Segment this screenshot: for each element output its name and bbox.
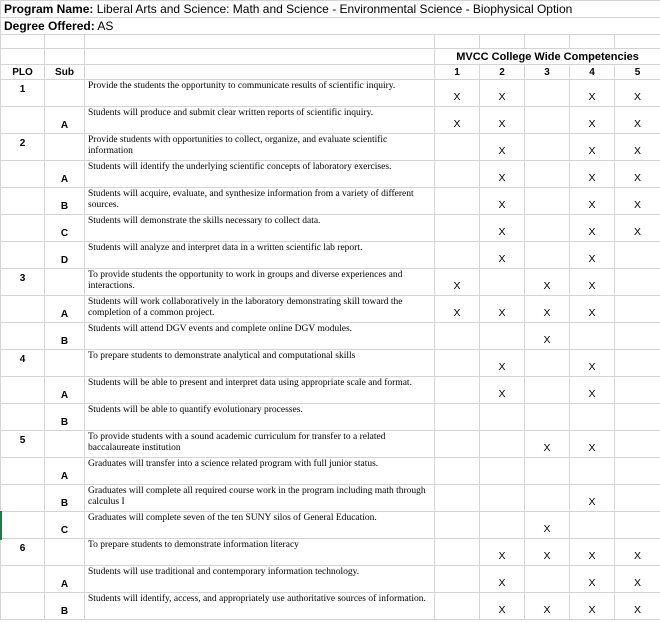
plo-header[interactable]: PLO bbox=[1, 65, 45, 80]
competency-3-mark[interactable]: X bbox=[525, 323, 570, 350]
outcome-description[interactable]: Provide the students the opportunity to communicate results of scientific inquiry. bbox=[85, 80, 435, 107]
blank-row bbox=[1, 35, 660, 49]
competency-1-mark[interactable] bbox=[435, 323, 480, 350]
competency-5-mark[interactable] bbox=[615, 269, 660, 296]
table-row bbox=[1, 458, 660, 485]
competency-3-mark[interactable]: X bbox=[525, 296, 570, 323]
competency-2-mark[interactable]: X bbox=[480, 377, 525, 404]
competency-title-row bbox=[1, 49, 660, 65]
competency-2-mark[interactable]: X bbox=[480, 215, 525, 242]
competency-3-mark[interactable] bbox=[525, 404, 570, 431]
competency-5-mark[interactable]: X bbox=[615, 188, 660, 215]
competency-5-mark[interactable]: X bbox=[615, 161, 660, 188]
sub-cell[interactable]: C bbox=[45, 512, 85, 539]
competency-3-mark[interactable] bbox=[525, 107, 570, 134]
competency-5-mark[interactable] bbox=[615, 458, 660, 485]
sub-cell[interactable]: D bbox=[45, 242, 85, 269]
plo-cell[interactable] bbox=[1, 188, 45, 215]
competency-4-mark[interactable]: X bbox=[570, 188, 615, 215]
outcome-description[interactable]: Students will acquire, evaluate, and synthesize information from a variety of different sources. bbox=[85, 188, 435, 215]
table-row bbox=[1, 404, 660, 431]
competency-5-mark[interactable] bbox=[615, 485, 660, 512]
table-row bbox=[1, 323, 660, 350]
sub-cell[interactable] bbox=[45, 134, 85, 161]
sub-cell[interactable] bbox=[45, 539, 85, 566]
plo-cell[interactable] bbox=[1, 323, 45, 350]
competency-1-mark[interactable] bbox=[435, 458, 480, 485]
competency-5-mark[interactable] bbox=[615, 323, 660, 350]
competency-3-mark[interactable] bbox=[525, 161, 570, 188]
outcome-description[interactable]: To prepare students to demonstrate analytical and computational skills bbox=[85, 350, 435, 377]
competency-4-mark[interactable]: X bbox=[570, 161, 615, 188]
competency-3-mark[interactable]: X bbox=[525, 269, 570, 296]
competency-4-mark[interactable]: X bbox=[570, 134, 615, 161]
plo-cell[interactable] bbox=[1, 242, 45, 269]
table-row bbox=[1, 512, 660, 539]
competency-2-mark[interactable] bbox=[480, 404, 525, 431]
competency-1-mark[interactable]: X bbox=[435, 107, 480, 134]
competency-5-mark[interactable]: X bbox=[615, 107, 660, 134]
sub-cell[interactable] bbox=[45, 431, 85, 458]
competency-4-mark[interactable]: X bbox=[570, 593, 615, 620]
column-header-row bbox=[1, 65, 660, 80]
sub-cell[interactable]: B bbox=[45, 404, 85, 431]
plo-cell[interactable]: 2 bbox=[1, 134, 45, 161]
plo-cell[interactable]: 5 bbox=[1, 431, 45, 458]
competency-5-mark[interactable] bbox=[615, 296, 660, 323]
outcome-description[interactable]: Students will identify, access, and appropriately use authoritative sources of information. bbox=[85, 593, 435, 620]
competency-4-mark[interactable]: X bbox=[570, 242, 615, 269]
plo-cell[interactable] bbox=[1, 161, 45, 188]
table-row bbox=[1, 377, 660, 404]
competency-3-mark[interactable] bbox=[525, 458, 570, 485]
sub-cell[interactable]: A bbox=[45, 296, 85, 323]
competency-4-mark[interactable]: X bbox=[570, 296, 615, 323]
competency-1-mark[interactable] bbox=[435, 161, 480, 188]
competency-3-mark[interactable] bbox=[525, 377, 570, 404]
plo-cell[interactable]: 4 bbox=[1, 350, 45, 377]
competency-1-mark[interactable]: X bbox=[435, 269, 480, 296]
program-cell[interactable] bbox=[1, 1, 660, 18]
competency-1-mark[interactable] bbox=[435, 242, 480, 269]
competency-3-mark[interactable] bbox=[525, 242, 570, 269]
sub-cell[interactable]: B bbox=[45, 593, 85, 620]
competency-5-mark[interactable] bbox=[615, 431, 660, 458]
competency-3-mark[interactable] bbox=[525, 188, 570, 215]
competency-1-mark[interactable] bbox=[435, 377, 480, 404]
sub-cell[interactable]: B bbox=[45, 485, 85, 512]
plo-cell[interactable]: 1 bbox=[1, 80, 45, 107]
program-label: Program Name: bbox=[4, 2, 94, 16]
competency-1-mark[interactable] bbox=[435, 134, 480, 161]
plo-cell[interactable]: 6 bbox=[1, 539, 45, 566]
competency-1-mark[interactable] bbox=[435, 485, 480, 512]
plo-cell[interactable] bbox=[1, 593, 45, 620]
outcome-description[interactable]: Students will attend DGV events and complete online DGV modules. bbox=[85, 323, 435, 350]
competency-5-header[interactable]: 5 bbox=[615, 65, 660, 80]
description-header[interactable] bbox=[85, 65, 435, 80]
competency-5-mark[interactable]: X bbox=[615, 215, 660, 242]
program-value: Liberal Arts and Science: Math and Science - Environmental Science - Biophysical Option bbox=[96, 2, 573, 16]
outcome-description[interactable]: Graduates will complete seven of the ten SUNY silos of General Education. bbox=[85, 512, 435, 539]
competency-2-mark[interactable]: X bbox=[480, 566, 525, 593]
competency-4-mark[interactable]: X bbox=[570, 431, 615, 458]
competency-5-mark[interactable] bbox=[615, 377, 660, 404]
outcome-description[interactable]: Students will use traditional and contemporary information technology. bbox=[85, 566, 435, 593]
competency-3-mark[interactable] bbox=[525, 566, 570, 593]
table-row bbox=[1, 161, 660, 188]
table-row bbox=[1, 188, 660, 215]
competency-4-mark[interactable]: X bbox=[570, 215, 615, 242]
sub-cell[interactable]: A bbox=[45, 566, 85, 593]
table-row bbox=[1, 593, 660, 620]
competency-2-mark[interactable] bbox=[480, 323, 525, 350]
table-row bbox=[1, 269, 660, 296]
competency-5-mark[interactable]: X bbox=[615, 134, 660, 161]
outcome-description[interactable]: To provide students with a sound academic curriculum for transfer to a related baccalaureate institution bbox=[85, 431, 435, 458]
competency-2-mark[interactable]: X bbox=[480, 80, 525, 107]
competency-3-mark[interactable]: X bbox=[525, 539, 570, 566]
competency-5-mark[interactable]: X bbox=[615, 539, 660, 566]
plo-cell[interactable] bbox=[1, 512, 45, 539]
outcome-description[interactable]: Students will demonstrate the skills necessary to collect data. bbox=[85, 215, 435, 242]
plo-cell[interactable] bbox=[1, 296, 45, 323]
competency-4-mark[interactable] bbox=[570, 323, 615, 350]
competency-5-mark[interactable] bbox=[615, 242, 660, 269]
outcome-description[interactable]: To provide students the opportunity to work in groups and diverse experiences and interactions. bbox=[85, 269, 435, 296]
competency-1-mark[interactable] bbox=[435, 215, 480, 242]
competency-3-mark[interactable]: X bbox=[525, 431, 570, 458]
competency-3-mark[interactable] bbox=[525, 485, 570, 512]
competency-2-mark[interactable] bbox=[480, 458, 525, 485]
competency-4-mark[interactable]: X bbox=[570, 485, 615, 512]
competency-5-mark[interactable]: X bbox=[615, 566, 660, 593]
competency-4-mark[interactable]: X bbox=[570, 107, 615, 134]
competency-1-mark[interactable] bbox=[435, 431, 480, 458]
competency-2-mark[interactable]: X bbox=[480, 350, 525, 377]
plo-cell[interactable]: 3 bbox=[1, 269, 45, 296]
sub-cell[interactable]: A bbox=[45, 161, 85, 188]
plo-cell[interactable] bbox=[1, 107, 45, 134]
competency-2-mark[interactable]: X bbox=[480, 296, 525, 323]
sub-cell[interactable]: B bbox=[45, 323, 85, 350]
competency-1-mark[interactable] bbox=[435, 404, 480, 431]
competency-5-mark[interactable]: X bbox=[615, 80, 660, 107]
competency-1-mark[interactable] bbox=[435, 188, 480, 215]
competency-4-mark[interactable]: X bbox=[570, 80, 615, 107]
competency-5-mark[interactable] bbox=[615, 404, 660, 431]
outcome-description[interactable]: Students will be able to quantify evolutionary processes. bbox=[85, 404, 435, 431]
competency-3-header[interactable]: 3 bbox=[525, 65, 570, 80]
table-row bbox=[1, 350, 660, 377]
competency-2-mark[interactable]: X bbox=[480, 242, 525, 269]
sub-cell[interactable] bbox=[45, 350, 85, 377]
sub-header[interactable]: Sub bbox=[45, 65, 85, 80]
competency-3-mark[interactable] bbox=[525, 134, 570, 161]
outcome-description[interactable]: Students will be able to present and interpret data using appropriate scale and format. bbox=[85, 377, 435, 404]
sub-cell[interactable]: B bbox=[45, 188, 85, 215]
competency-2-mark[interactable]: X bbox=[480, 107, 525, 134]
competency-4-mark[interactable]: X bbox=[570, 539, 615, 566]
competency-4-mark[interactable] bbox=[570, 404, 615, 431]
competency-2-mark[interactable] bbox=[480, 485, 525, 512]
table-row bbox=[1, 134, 660, 161]
outcome-description[interactable]: Students will analyze and interpret data in a written scientific lab report. bbox=[85, 242, 435, 269]
sub-cell[interactable] bbox=[45, 80, 85, 107]
competency-4-mark[interactable] bbox=[570, 512, 615, 539]
program-row bbox=[1, 1, 660, 18]
outcome-description[interactable]: Graduates will complete all required course work in the program including math through calculus I bbox=[85, 485, 435, 512]
degree-label: Degree Offered: bbox=[4, 19, 95, 33]
competency-2-mark[interactable]: X bbox=[480, 188, 525, 215]
competency-3-mark[interactable] bbox=[525, 350, 570, 377]
competency-4-mark[interactable]: X bbox=[570, 350, 615, 377]
competency-2-mark[interactable] bbox=[480, 269, 525, 296]
competency-5-mark[interactable]: X bbox=[615, 593, 660, 620]
plo-cell[interactable] bbox=[1, 458, 45, 485]
table-row bbox=[1, 107, 660, 134]
sub-cell[interactable]: A bbox=[45, 107, 85, 134]
row-selection-marker bbox=[0, 511, 2, 540]
table-row bbox=[1, 431, 660, 458]
plo-cell[interactable] bbox=[1, 566, 45, 593]
competency-1-mark[interactable] bbox=[435, 350, 480, 377]
competency-3-mark[interactable]: X bbox=[525, 512, 570, 539]
competency-1-mark[interactable] bbox=[435, 566, 480, 593]
table-row bbox=[1, 215, 660, 242]
competency-3-mark[interactable] bbox=[525, 215, 570, 242]
outcome-description[interactable]: Students will identify the underlying scientific concepts of laboratory exercises. bbox=[85, 161, 435, 188]
outcome-description[interactable]: Provide students with opportunities to collect, organize, and evaluate scientific information bbox=[85, 134, 435, 161]
competency-2-mark[interactable] bbox=[480, 512, 525, 539]
sub-cell[interactable]: C bbox=[45, 215, 85, 242]
competency-2-mark[interactable] bbox=[480, 431, 525, 458]
degree-cell[interactable] bbox=[1, 18, 660, 35]
competency-5-mark[interactable] bbox=[615, 350, 660, 377]
competency-1-mark[interactable] bbox=[435, 512, 480, 539]
plo-cell[interactable] bbox=[1, 404, 45, 431]
table-row bbox=[1, 566, 660, 593]
competency-3-mark[interactable]: X bbox=[525, 593, 570, 620]
competency-4-header[interactable]: 4 bbox=[570, 65, 615, 80]
competency-2-mark[interactable]: X bbox=[480, 539, 525, 566]
sub-cell[interactable]: A bbox=[45, 458, 85, 485]
table-row bbox=[1, 539, 660, 566]
competency-1-header[interactable]: 1 bbox=[435, 65, 480, 80]
outcome-description[interactable]: To prepare students to demonstrate information literacy bbox=[85, 539, 435, 566]
competency-4-mark[interactable]: X bbox=[570, 566, 615, 593]
table-row bbox=[1, 242, 660, 269]
competency-1-mark[interactable] bbox=[435, 539, 480, 566]
plo-cell[interactable] bbox=[1, 215, 45, 242]
competency-1-mark[interactable]: X bbox=[435, 296, 480, 323]
competency-4-mark[interactable] bbox=[570, 458, 615, 485]
outcome-description[interactable]: Students will work collaboratively in the laboratory demonstrating skill toward the completion of a common project. bbox=[85, 296, 435, 323]
sub-cell[interactable]: A bbox=[45, 377, 85, 404]
table-row bbox=[1, 485, 660, 512]
competency-4-mark[interactable]: X bbox=[570, 269, 615, 296]
table-row bbox=[1, 80, 660, 107]
competency-4-mark[interactable]: X bbox=[570, 377, 615, 404]
degree-row bbox=[1, 18, 660, 35]
competency-1-mark[interactable] bbox=[435, 593, 480, 620]
outcome-description[interactable]: Graduates will transfer into a science related program with full junior status. bbox=[85, 458, 435, 485]
competencies-title[interactable]: MVCC College Wide Competencies bbox=[435, 49, 660, 65]
competency-2-mark[interactable]: X bbox=[480, 134, 525, 161]
competency-2-mark[interactable]: X bbox=[480, 593, 525, 620]
sub-cell[interactable] bbox=[45, 269, 85, 296]
competency-2-mark[interactable]: X bbox=[480, 161, 525, 188]
plo-cell[interactable] bbox=[1, 485, 45, 512]
competency-1-mark[interactable]: X bbox=[435, 80, 480, 107]
outcome-description[interactable]: Students will produce and submit clear written reports of scientific inquiry. bbox=[85, 107, 435, 134]
competency-3-mark[interactable] bbox=[525, 80, 570, 107]
competency-5-mark[interactable] bbox=[615, 512, 660, 539]
competency-2-header[interactable]: 2 bbox=[480, 65, 525, 80]
degree-value: AS bbox=[97, 19, 114, 33]
plo-cell[interactable] bbox=[1, 377, 45, 404]
table-row bbox=[1, 296, 660, 323]
